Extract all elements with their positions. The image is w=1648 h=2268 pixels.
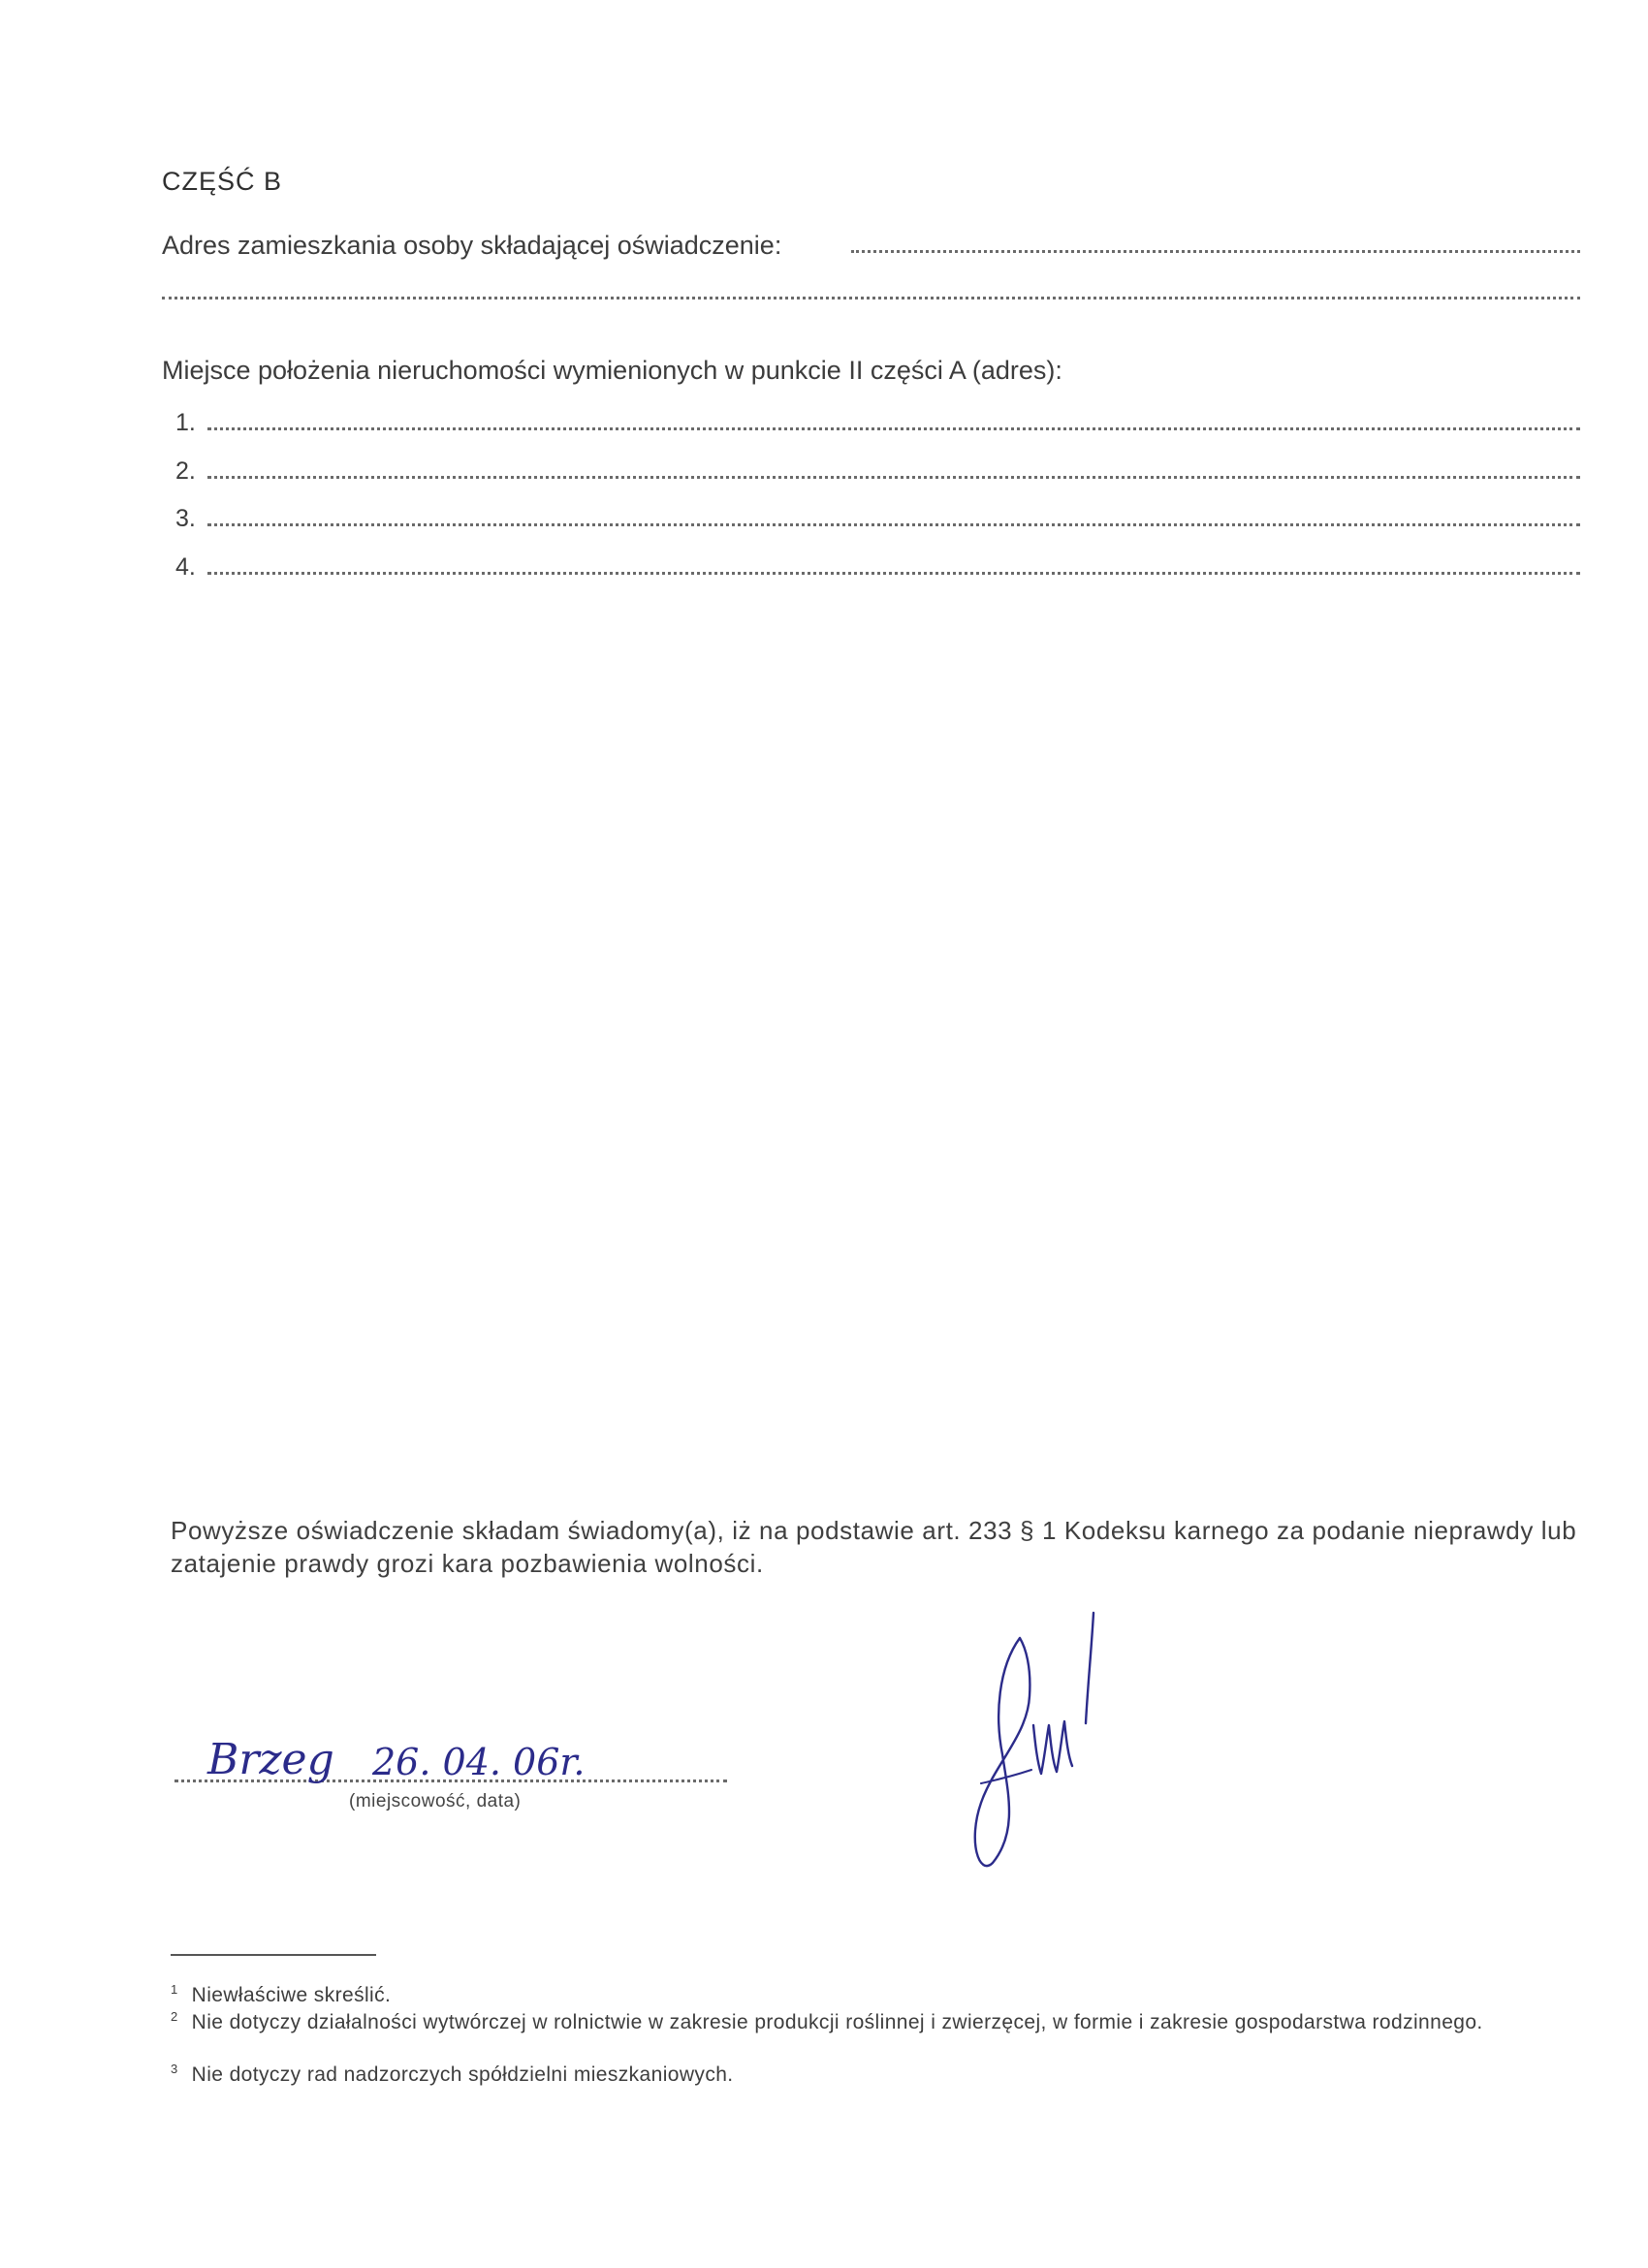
footnote-number: 1 bbox=[171, 1982, 178, 1997]
declaration-text: Powyższe oświadczenie składam świadomy(a), iż na podstawie art. 233 § 1 Kodeksu karnego za podanie nieprawdy lub zatajenie prawdy grozi kara pozbawienia wolności. bbox=[171, 1516, 1577, 1578]
handwritten-place: Brzeg bbox=[207, 1735, 334, 1784]
footnote-text: Nie dotyczy działalności wytwórczej w rolnictwie w zakresie produkcji roślinnej i zwierzęcej, w formie i zakresie gospodarstwa rodzinnego. bbox=[191, 2011, 1483, 2033]
place-date-caption: (miejscowość, data) bbox=[349, 1791, 522, 1811]
footnote-text: Niewłaściwe skreślić. bbox=[191, 1984, 392, 2006]
footnote-3 bbox=[171, 2057, 734, 2088]
address-field-line-1[interactable] bbox=[851, 250, 1580, 253]
property-item-number: 1. bbox=[175, 409, 196, 436]
property-field-3[interactable] bbox=[207, 523, 1580, 526]
address-field-line-2[interactable] bbox=[162, 297, 1580, 299]
signature-image bbox=[960, 1609, 1125, 1871]
section-title: CZĘŚĆ B bbox=[162, 167, 283, 196]
property-field-1[interactable] bbox=[207, 427, 1580, 430]
property-field-2[interactable] bbox=[207, 476, 1580, 479]
property-label: Miejsce położenia nieruchomości wymienionych w punkcie II części A (adres): bbox=[162, 356, 1062, 385]
property-item-number: 2. bbox=[175, 457, 196, 485]
footnote-number: 3 bbox=[171, 2062, 178, 2076]
footnote-2 bbox=[171, 2004, 1596, 2035]
footnote-text: Nie dotyczy rad nadzorczych spółdzielni mieszkaniowych. bbox=[191, 2063, 734, 2086]
footnote-number: 2 bbox=[171, 2009, 178, 2024]
address-label: Adres zamieszkania osoby składającej oświadczenie: bbox=[162, 231, 782, 260]
footnote-divider bbox=[171, 1954, 376, 1956]
property-item-number: 3. bbox=[175, 505, 196, 532]
property-item-number: 4. bbox=[175, 553, 196, 581]
handwritten-date: 26. 04. 06r. bbox=[372, 1741, 586, 1783]
property-field-4[interactable] bbox=[207, 572, 1580, 575]
